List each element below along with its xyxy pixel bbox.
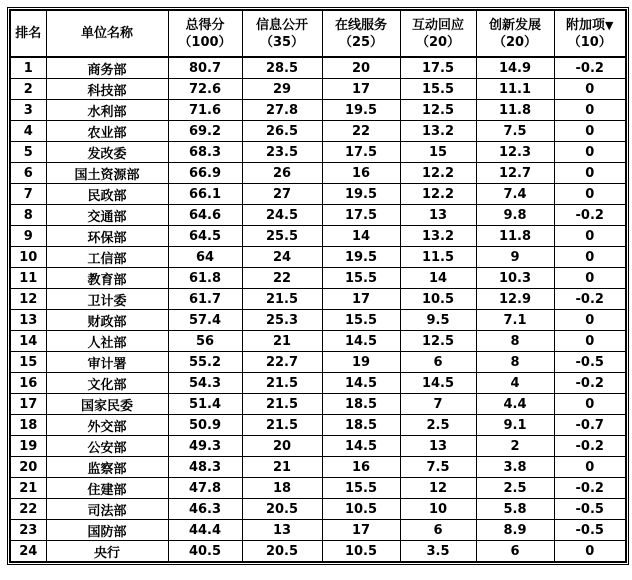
online-service-cell: 17: [322, 289, 400, 310]
info-disclosure-cell: 18: [242, 478, 322, 499]
online-service-cell: 19.5: [322, 100, 400, 121]
rank-cell: 9: [10, 226, 46, 247]
interaction-response-cell: 9.5: [400, 310, 476, 331]
innovation-cell: 11.8: [476, 100, 554, 121]
rank-cell: 10: [10, 247, 46, 268]
rank-cell: 11: [10, 268, 46, 289]
unit-name-cell: 水利部: [46, 100, 168, 121]
unit-name-cell: 司法部: [46, 499, 168, 520]
online-service-cell: 17.5: [322, 205, 400, 226]
ranking-table: [9, 9, 627, 563]
interaction-response-cell: 12.2: [400, 163, 476, 184]
column-header-label: 排名: [15, 26, 42, 41]
table-row: [10, 142, 626, 163]
online-service-cell: 18.5: [322, 415, 400, 436]
column-header-label: 创新发展: [488, 17, 541, 33]
bonus-item-cell: 0: [554, 331, 626, 352]
table-row: [10, 247, 626, 268]
table-row: [10, 478, 626, 499]
bonus-item-cell: 0: [554, 457, 626, 478]
unit-name-cell: 国防部: [46, 520, 168, 541]
interaction-response-cell: 10: [400, 499, 476, 520]
total-score-cell: 48.3: [168, 457, 242, 478]
online-service-cell: 15.5: [322, 310, 400, 331]
info-disclosure-cell: 26.5: [242, 121, 322, 142]
info-disclosure-cell: 21.5: [242, 373, 322, 394]
table-row: [10, 310, 626, 331]
info-disclosure-cell: 28.5: [242, 57, 322, 79]
column-header-max-score: （10）: [567, 34, 612, 50]
unit-name-cell: 人社部: [46, 331, 168, 352]
innovation-cell: 11.8: [476, 226, 554, 247]
unit-name-cell: 科技部: [46, 79, 168, 100]
rank-cell: 7: [10, 184, 46, 205]
table-row: [10, 163, 626, 184]
rank-cell: 24: [10, 541, 46, 563]
innovation-cell: 4.4: [476, 394, 554, 415]
online-service-cell: 10.5: [322, 499, 400, 520]
info-disclosure-cell: 22.7: [242, 352, 322, 373]
table-row: [10, 520, 626, 541]
online-service-cell: 10.5: [322, 541, 400, 563]
interaction-response-cell: 6: [400, 352, 476, 373]
unit-name-cell: 外交部: [46, 415, 168, 436]
table-row: [10, 184, 626, 205]
bonus-item-cell: -0.2: [554, 436, 626, 457]
unit-name-cell: 交通部: [46, 205, 168, 226]
column-header-label: 附加项: [566, 17, 606, 33]
column-header-bonus-item[interactable]: [554, 10, 626, 57]
rank-cell: 19: [10, 436, 46, 457]
unit-name-cell: 商务部: [46, 57, 168, 79]
online-service-cell: 14.5: [322, 436, 400, 457]
info-disclosure-cell: 20.5: [242, 499, 322, 520]
rank-cell: 4: [10, 121, 46, 142]
table-row: [10, 100, 626, 121]
unit-name-cell: 监察部: [46, 457, 168, 478]
total-score-cell: 57.4: [168, 310, 242, 331]
rank-cell: 17: [10, 394, 46, 415]
innovation-cell: 8.9: [476, 520, 554, 541]
unit-name-cell: 央行: [46, 541, 168, 563]
column-header-label: 信息公开: [255, 17, 308, 33]
rank-cell: 22: [10, 499, 46, 520]
total-score-cell: 66.9: [168, 163, 242, 184]
info-disclosure-cell: 20.5: [242, 541, 322, 563]
online-service-cell: 19.5: [322, 184, 400, 205]
bonus-item-cell: 0: [554, 163, 626, 184]
unit-name-cell: 公安部: [46, 436, 168, 457]
innovation-cell: 12.7: [476, 163, 554, 184]
bonus-item-cell: -0.2: [554, 57, 626, 79]
table-row: [10, 436, 626, 457]
unit-name-cell: 发改委: [46, 142, 168, 163]
bonus-item-cell: -0.2: [554, 289, 626, 310]
online-service-cell: 17: [322, 79, 400, 100]
online-service-cell: 15.5: [322, 268, 400, 289]
innovation-cell: 12.3: [476, 142, 554, 163]
ranking-table-frame: [7, 7, 629, 565]
interaction-response-cell: 2.5: [400, 415, 476, 436]
innovation-cell: 7.4: [476, 184, 554, 205]
unit-name-cell: 财政部: [46, 310, 168, 331]
unit-name-cell: 国家民委: [46, 394, 168, 415]
total-score-cell: 47.8: [168, 478, 242, 499]
column-header-max-score: （20）: [415, 34, 461, 50]
total-score-cell: 80.7: [168, 57, 242, 79]
innovation-cell: 9.1: [476, 415, 554, 436]
info-disclosure-cell: 27: [242, 184, 322, 205]
total-score-cell: 69.2: [168, 121, 242, 142]
column-header-label: 总得分: [185, 17, 225, 33]
column-header-info-disclosure: [242, 10, 322, 57]
interaction-response-cell: 14.5: [400, 373, 476, 394]
table-row: [10, 499, 626, 520]
interaction-response-cell: 13.2: [400, 226, 476, 247]
online-service-cell: 14.5: [322, 373, 400, 394]
table-row: [10, 394, 626, 415]
info-disclosure-cell: 22: [242, 268, 322, 289]
total-score-cell: 46.3: [168, 499, 242, 520]
table-body: [10, 57, 626, 562]
interaction-response-cell: 12.5: [400, 100, 476, 121]
online-service-cell: 14: [322, 226, 400, 247]
rank-cell: 15: [10, 352, 46, 373]
interaction-response-cell: 15.5: [400, 79, 476, 100]
info-disclosure-cell: 21.5: [242, 289, 322, 310]
online-service-cell: 15.5: [322, 478, 400, 499]
total-score-cell: 64.6: [168, 205, 242, 226]
rank-cell: 2: [10, 79, 46, 100]
column-header-max-score: （35）: [259, 34, 305, 50]
online-service-cell: 19.5: [322, 247, 400, 268]
bonus-item-cell: 0: [554, 247, 626, 268]
innovation-cell: 4: [476, 373, 554, 394]
unit-name-cell: 住建部: [46, 478, 168, 499]
interaction-response-cell: 12: [400, 478, 476, 499]
interaction-response-cell: 17.5: [400, 57, 476, 79]
interaction-response-cell: 12.5: [400, 331, 476, 352]
column-header-innovation: [476, 10, 554, 57]
innovation-cell: 7.1: [476, 310, 554, 331]
innovation-cell: 11.1: [476, 79, 554, 100]
table-row: [10, 331, 626, 352]
total-score-cell: 66.1: [168, 184, 242, 205]
info-disclosure-cell: 23.5: [242, 142, 322, 163]
online-service-cell: 22: [322, 121, 400, 142]
online-service-cell: 17: [322, 520, 400, 541]
bonus-item-cell: -0.2: [554, 205, 626, 226]
table-row: [10, 226, 626, 247]
bonus-item-cell: 0: [554, 226, 626, 247]
column-header-max-score: （20）: [492, 34, 538, 50]
rank-cell: 6: [10, 163, 46, 184]
innovation-cell: 7.5: [476, 121, 554, 142]
table-row: [10, 121, 626, 142]
online-service-cell: 20: [322, 57, 400, 79]
total-score-cell: 49.3: [168, 436, 242, 457]
interaction-response-cell: 7.5: [400, 457, 476, 478]
total-score-cell: 56: [168, 331, 242, 352]
innovation-cell: 2: [476, 436, 554, 457]
bonus-item-cell: -0.7: [554, 415, 626, 436]
interaction-response-cell: 12.2: [400, 184, 476, 205]
rank-cell: 8: [10, 205, 46, 226]
info-disclosure-cell: 13: [242, 520, 322, 541]
column-header-rank: [10, 10, 46, 57]
online-service-cell: 14.5: [322, 331, 400, 352]
interaction-response-cell: 13.2: [400, 121, 476, 142]
rank-cell: 5: [10, 142, 46, 163]
bonus-item-cell: 0: [554, 310, 626, 331]
bonus-item-cell: 0: [554, 541, 626, 563]
sort-descending-icon[interactable]: ▼: [605, 18, 614, 32]
column-header-online-service: [322, 10, 400, 57]
rank-cell: 20: [10, 457, 46, 478]
rank-cell: 16: [10, 373, 46, 394]
innovation-cell: 9: [476, 247, 554, 268]
rank-cell: 3: [10, 100, 46, 121]
column-header-interaction-response: [400, 10, 476, 57]
online-service-cell: 18.5: [322, 394, 400, 415]
column-header-label: 单位名称: [80, 26, 133, 41]
column-header-max-score: （100）: [178, 34, 232, 50]
innovation-cell: 14.9: [476, 57, 554, 79]
bonus-item-cell: -0.5: [554, 352, 626, 373]
bonus-item-cell: 0: [554, 184, 626, 205]
innovation-cell: 6: [476, 541, 554, 563]
unit-name-cell: 工信部: [46, 247, 168, 268]
unit-name-cell: 文化部: [46, 373, 168, 394]
table-row: [10, 205, 626, 226]
unit-name-cell: 环保部: [46, 226, 168, 247]
interaction-response-cell: 11.5: [400, 247, 476, 268]
info-disclosure-cell: 26: [242, 163, 322, 184]
innovation-cell: 12.9: [476, 289, 554, 310]
interaction-response-cell: 7: [400, 394, 476, 415]
innovation-cell: 2.5: [476, 478, 554, 499]
rank-cell: 14: [10, 331, 46, 352]
total-score-cell: 44.4: [168, 520, 242, 541]
bonus-item-cell: 0: [554, 79, 626, 100]
info-disclosure-cell: 24: [242, 247, 322, 268]
innovation-cell: 3.8: [476, 457, 554, 478]
innovation-cell: 8: [476, 331, 554, 352]
table-row: [10, 79, 626, 100]
unit-name-cell: 教育部: [46, 268, 168, 289]
online-service-cell: 16: [322, 457, 400, 478]
total-score-cell: 54.3: [168, 373, 242, 394]
innovation-cell: 9.8: [476, 205, 554, 226]
total-score-cell: 50.9: [168, 415, 242, 436]
interaction-response-cell: 6: [400, 520, 476, 541]
online-service-cell: 19: [322, 352, 400, 373]
total-score-cell: 72.6: [168, 79, 242, 100]
bonus-item-cell: 0: [554, 394, 626, 415]
interaction-response-cell: 13: [400, 436, 476, 457]
total-score-cell: 55.2: [168, 352, 242, 373]
rank-cell: 1: [10, 57, 46, 79]
rank-cell: 18: [10, 415, 46, 436]
bonus-item-cell: 0: [554, 142, 626, 163]
innovation-cell: 5.8: [476, 499, 554, 520]
unit-name-cell: 审计署: [46, 352, 168, 373]
bonus-item-cell: 0: [554, 121, 626, 142]
table-row: [10, 415, 626, 436]
innovation-cell: 8: [476, 352, 554, 373]
bonus-item-cell: 0: [554, 100, 626, 121]
info-disclosure-cell: 24.5: [242, 205, 322, 226]
info-disclosure-cell: 21: [242, 331, 322, 352]
table-row: [10, 352, 626, 373]
rank-cell: 21: [10, 478, 46, 499]
info-disclosure-cell: 27.8: [242, 100, 322, 121]
total-score-cell: 71.6: [168, 100, 242, 121]
total-score-cell: 51.4: [168, 394, 242, 415]
column-header-unit-name: [46, 10, 168, 57]
unit-name-cell: 国土资源部: [46, 163, 168, 184]
table-row: [10, 268, 626, 289]
info-disclosure-cell: 20: [242, 436, 322, 457]
unit-name-cell: 卫计委: [46, 289, 168, 310]
info-disclosure-cell: 25.5: [242, 226, 322, 247]
innovation-cell: 10.3: [476, 268, 554, 289]
total-score-cell: 64: [168, 247, 242, 268]
info-disclosure-cell: 29: [242, 79, 322, 100]
total-score-cell: 61.7: [168, 289, 242, 310]
header-row: [10, 10, 626, 57]
unit-name-cell: 民政部: [46, 184, 168, 205]
table-row: [10, 373, 626, 394]
interaction-response-cell: 10.5: [400, 289, 476, 310]
column-header-label: 在线服务: [334, 17, 387, 33]
rank-cell: 12: [10, 289, 46, 310]
total-score-cell: 68.3: [168, 142, 242, 163]
column-header-total-score: [168, 10, 242, 57]
total-score-cell: 64.5: [168, 226, 242, 247]
info-disclosure-cell: 21.5: [242, 415, 322, 436]
column-header-max-score: （25）: [338, 34, 384, 50]
interaction-response-cell: 3.5: [400, 541, 476, 563]
total-score-cell: 61.8: [168, 268, 242, 289]
online-service-cell: 17.5: [322, 142, 400, 163]
table-row: [10, 541, 626, 563]
info-disclosure-cell: 21: [242, 457, 322, 478]
table-row: [10, 57, 626, 79]
rank-cell: 13: [10, 310, 46, 331]
table-row: [10, 289, 626, 310]
rank-cell: 23: [10, 520, 46, 541]
info-disclosure-cell: 21.5: [242, 394, 322, 415]
bonus-item-cell: 0: [554, 268, 626, 289]
bonus-item-cell: -0.5: [554, 499, 626, 520]
interaction-response-cell: 15: [400, 142, 476, 163]
bonus-item-cell: -0.2: [554, 478, 626, 499]
total-score-cell: 40.5: [168, 541, 242, 563]
interaction-response-cell: 14: [400, 268, 476, 289]
bonus-item-cell: -0.5: [554, 520, 626, 541]
online-service-cell: 16: [322, 163, 400, 184]
bonus-item-cell: -0.2: [554, 373, 626, 394]
column-header-label: 互动回应: [411, 17, 464, 33]
interaction-response-cell: 13: [400, 205, 476, 226]
info-disclosure-cell: 25.3: [242, 310, 322, 331]
table-row: [10, 457, 626, 478]
unit-name-cell: 农业部: [46, 121, 168, 142]
